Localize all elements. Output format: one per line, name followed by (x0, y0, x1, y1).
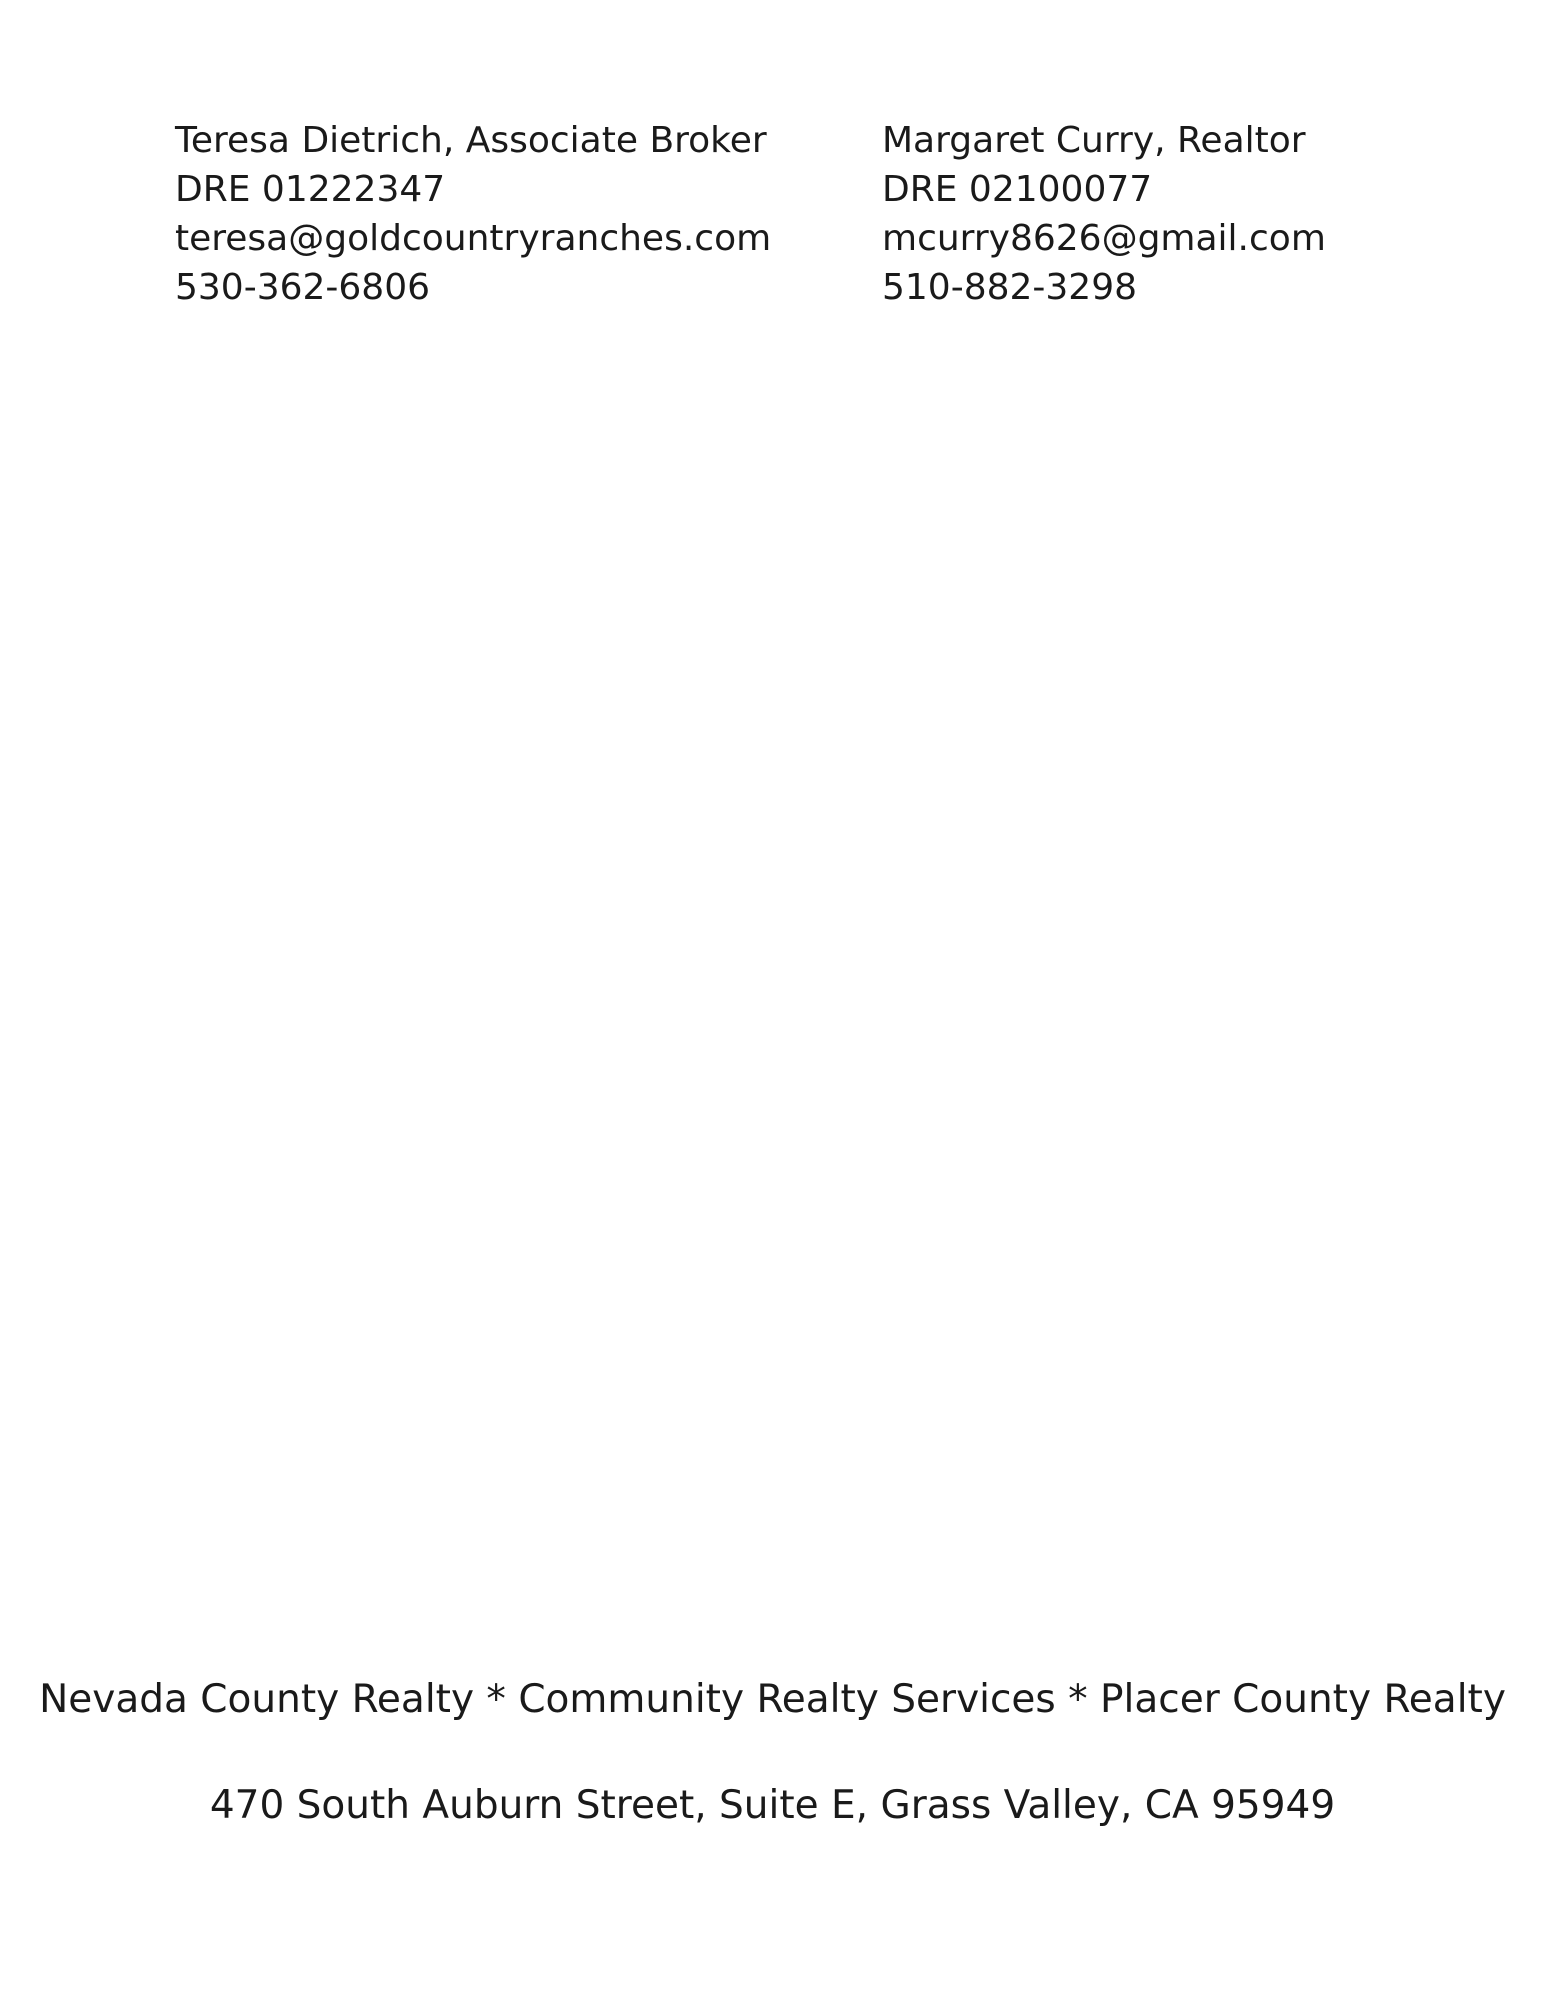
footer-address: 470 South Auburn Street, Suite E, Grass Valley, CA 95949 (209, 1783, 1336, 1828)
contact-phone: 510-882-3298 (882, 267, 1138, 308)
contact-license: DRE 02100077 (882, 169, 1153, 210)
contact-name-title: Teresa Dietrich, Associate Broker (175, 120, 767, 161)
contact-block-margaret (882, 116, 1326, 312)
contact-name-title: Margaret Curry, Realtor (882, 120, 1306, 161)
contact-phone: 530-362-6806 (175, 267, 431, 308)
contact-block-teresa (175, 116, 771, 312)
contact-license: DRE 01222347 (175, 169, 446, 210)
contact-email: mcurry8626@gmail.com (882, 218, 1326, 259)
footer-companies: Nevada County Realty * Community Realty Services * Placer County Realty (39, 1677, 1506, 1722)
contact-email: teresa@goldcountryranches.com (175, 218, 772, 259)
